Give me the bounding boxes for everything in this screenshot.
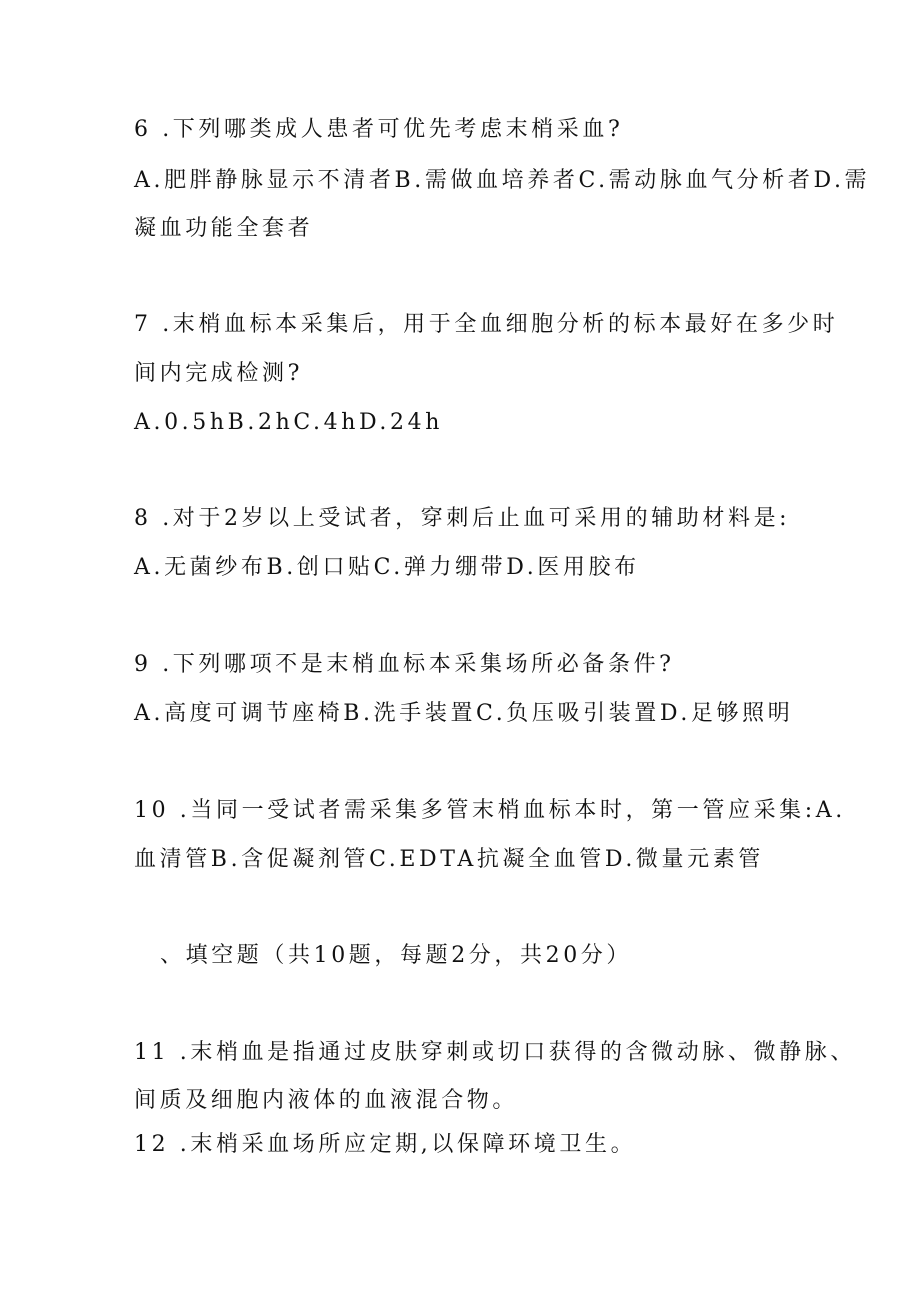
question-12: 12 .末梢采血场所应定期,以保障环境卫生。 bbox=[134, 1132, 637, 1157]
question-8-stem: 8 .对于2岁以上受试者，穿刺后止血可采用的辅助材料是: bbox=[134, 506, 791, 531]
question-9-stem: 9 .下列哪项不是末梢血标本采集场所必备条件? bbox=[134, 652, 675, 677]
question-11-line-1: 11 .末梢血是指通过皮肤穿刺或切口获得的含微动脉、微静脉、 bbox=[134, 1040, 856, 1065]
question-7-options: A.0.5hB.2hC.4hD.24h bbox=[134, 410, 443, 435]
question-10-stem: 10 .当同一受试者需采集多管末梢血标本时，第一管应采集:A. bbox=[134, 798, 846, 823]
question-7-stem-line-1: 7 .末梢血标本采集后，用于全血细胞分析的标本最好在多少时 bbox=[134, 312, 839, 337]
question-6-stem: 6 .下列哪类成人患者可优先考虑末梢采血? bbox=[134, 117, 624, 142]
question-6-options-line-2: 凝血功能全套者 bbox=[134, 216, 314, 241]
question-8-options: A.无菌纱布B.创口贴C.弹力绷带D.医用胶布 bbox=[134, 555, 640, 580]
question-9-options: A.高度可调节座椅B.洗手装置C.负压吸引装置D.足够照明 bbox=[134, 701, 794, 726]
section-heading: 、填空题（共10题，每题2分，共20分） bbox=[160, 943, 632, 968]
question-10-options: 血清管B.含促凝剂管C.EDTA抗凝全血管D.微量元素管 bbox=[134, 847, 764, 872]
question-11-line-2: 间质及细胞内液体的血液混合物。 bbox=[134, 1088, 519, 1113]
question-6-options-line-1: A.肥胖静脉显示不清者B.需做血培养者C.需动脉血气分析者D.需 bbox=[134, 168, 871, 193]
question-7-stem-line-2: 间内完成检测? bbox=[134, 361, 303, 386]
